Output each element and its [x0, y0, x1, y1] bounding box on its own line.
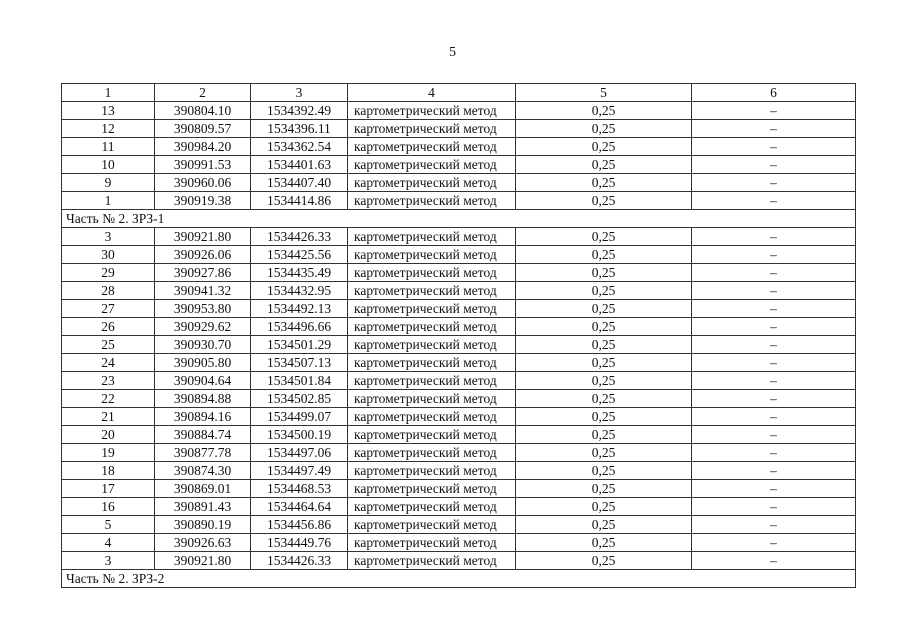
cell-method: картометрический метод: [348, 534, 516, 552]
cell-y: 1534401.63: [251, 156, 348, 174]
cell-x: 390869.01: [155, 480, 251, 498]
table-row: [62, 372, 856, 390]
cell-y: 1534468.53: [251, 480, 348, 498]
cell-point-number: 29: [62, 264, 155, 282]
cell-accuracy: 0,25: [516, 246, 692, 264]
cell-accuracy: 0,25: [516, 372, 692, 390]
table-row: [62, 138, 856, 156]
cell-note: –: [692, 444, 856, 462]
cell-accuracy: 0,25: [516, 264, 692, 282]
cell-note: –: [692, 282, 856, 300]
cell-point-number: 24: [62, 354, 155, 372]
cell-method: картометрический метод: [348, 174, 516, 192]
header-cell-x: 2: [155, 84, 251, 102]
cell-point-number: 9: [62, 174, 155, 192]
cell-note: –: [692, 480, 856, 498]
cell-x: 390960.06: [155, 174, 251, 192]
cell-method: картометрический метод: [348, 138, 516, 156]
cell-point-number: 3: [62, 228, 155, 246]
cell-y: 1534449.76: [251, 534, 348, 552]
cell-note: –: [692, 102, 856, 120]
cell-accuracy: 0,25: [516, 408, 692, 426]
section-header-row: [62, 570, 856, 588]
cell-point-number: 20: [62, 426, 155, 444]
cell-method: картометрический метод: [348, 120, 516, 138]
cell-note: –: [692, 534, 856, 552]
cell-method: картометрический метод: [348, 462, 516, 480]
cell-accuracy: 0,25: [516, 498, 692, 516]
cell-x: 390891.43: [155, 498, 251, 516]
cell-note: –: [692, 336, 856, 354]
table-row: [62, 300, 856, 318]
table-row: [62, 498, 856, 516]
cell-note: –: [692, 426, 856, 444]
cell-note: –: [692, 120, 856, 138]
cell-y: 1534414.86: [251, 192, 348, 210]
table-row: [62, 336, 856, 354]
cell-x: 390926.06: [155, 246, 251, 264]
table-row: [62, 156, 856, 174]
cell-method: картометрический метод: [348, 246, 516, 264]
cell-note: –: [692, 156, 856, 174]
section-title: Часть № 2. ЗРЗ-2: [62, 570, 856, 588]
cell-y: 1534426.33: [251, 552, 348, 570]
cell-y: 1534426.33: [251, 228, 348, 246]
cell-accuracy: 0,25: [516, 228, 692, 246]
cell-method: картометрический метод: [348, 498, 516, 516]
cell-x: 390930.70: [155, 336, 251, 354]
cell-method: картометрический метод: [348, 264, 516, 282]
cell-x: 390904.64: [155, 372, 251, 390]
cell-note: –: [692, 228, 856, 246]
table-row: [62, 120, 856, 138]
table-row: [62, 426, 856, 444]
cell-point-number: 16: [62, 498, 155, 516]
cell-y: 1534501.84: [251, 372, 348, 390]
cell-method: картометрический метод: [348, 354, 516, 372]
cell-y: 1534496.66: [251, 318, 348, 336]
cell-accuracy: 0,25: [516, 300, 692, 318]
cell-y: 1534407.40: [251, 174, 348, 192]
cell-method: картометрический метод: [348, 318, 516, 336]
coordinates-table-body: [62, 84, 856, 588]
cell-point-number: 30: [62, 246, 155, 264]
cell-y: 1534501.29: [251, 336, 348, 354]
cell-note: –: [692, 192, 856, 210]
cell-note: –: [692, 462, 856, 480]
table-header-row: [62, 84, 856, 102]
cell-x: 390894.16: [155, 408, 251, 426]
cell-y: 1534497.49: [251, 462, 348, 480]
header-cell-accuracy: 5: [516, 84, 692, 102]
cell-point-number: 4: [62, 534, 155, 552]
cell-y: 1534432.95: [251, 282, 348, 300]
table-row: [62, 228, 856, 246]
section-header-row: [62, 210, 856, 228]
header-cell-point-number: 1: [62, 84, 155, 102]
cell-point-number: 11: [62, 138, 155, 156]
cell-y: 1534456.86: [251, 516, 348, 534]
cell-x: 390894.88: [155, 390, 251, 408]
cell-method: картометрический метод: [348, 552, 516, 570]
table-row: [62, 534, 856, 552]
cell-note: –: [692, 318, 856, 336]
table-row: [62, 318, 856, 336]
cell-point-number: 25: [62, 336, 155, 354]
cell-point-number: 17: [62, 480, 155, 498]
cell-point-number: 10: [62, 156, 155, 174]
cell-x: 390991.53: [155, 156, 251, 174]
cell-accuracy: 0,25: [516, 462, 692, 480]
cell-accuracy: 0,25: [516, 174, 692, 192]
table-row: [62, 264, 856, 282]
header-cell-method: 4: [348, 84, 516, 102]
cell-x: 390905.80: [155, 354, 251, 372]
cell-point-number: 23: [62, 372, 155, 390]
cell-point-number: 3: [62, 552, 155, 570]
cell-x: 390926.63: [155, 534, 251, 552]
table-row: [62, 192, 856, 210]
cell-note: –: [692, 516, 856, 534]
cell-accuracy: 0,25: [516, 192, 692, 210]
cell-method: картометрический метод: [348, 228, 516, 246]
cell-accuracy: 0,25: [516, 138, 692, 156]
cell-note: –: [692, 138, 856, 156]
cell-x: 390884.74: [155, 426, 251, 444]
cell-x: 390984.20: [155, 138, 251, 156]
cell-note: –: [692, 264, 856, 282]
cell-y: 1534425.56: [251, 246, 348, 264]
cell-method: картометрический метод: [348, 282, 516, 300]
table-row: [62, 390, 856, 408]
cell-point-number: 5: [62, 516, 155, 534]
cell-y: 1534392.49: [251, 102, 348, 120]
cell-method: картометрический метод: [348, 516, 516, 534]
cell-x: 390877.78: [155, 444, 251, 462]
cell-method: картометрический метод: [348, 156, 516, 174]
table-row: [62, 552, 856, 570]
cell-x: 390890.19: [155, 516, 251, 534]
table-row: [62, 516, 856, 534]
cell-note: –: [692, 552, 856, 570]
cell-method: картометрический метод: [348, 480, 516, 498]
cell-note: –: [692, 174, 856, 192]
cell-y: 1534500.19: [251, 426, 348, 444]
cell-y: 1534464.64: [251, 498, 348, 516]
cell-note: –: [692, 498, 856, 516]
cell-point-number: 28: [62, 282, 155, 300]
cell-accuracy: 0,25: [516, 102, 692, 120]
table-row: [62, 444, 856, 462]
table-row: [62, 354, 856, 372]
coordinates-table: [61, 83, 856, 588]
cell-x: 390809.57: [155, 120, 251, 138]
cell-point-number: 18: [62, 462, 155, 480]
cell-x: 390927.86: [155, 264, 251, 282]
cell-note: –: [692, 354, 856, 372]
cell-method: картометрический метод: [348, 444, 516, 462]
cell-x: 390953.80: [155, 300, 251, 318]
cell-accuracy: 0,25: [516, 480, 692, 498]
cell-accuracy: 0,25: [516, 156, 692, 174]
cell-point-number: 19: [62, 444, 155, 462]
table-row: [62, 408, 856, 426]
cell-x: 390929.62: [155, 318, 251, 336]
table-row: [62, 174, 856, 192]
table-row: [62, 246, 856, 264]
cell-point-number: 26: [62, 318, 155, 336]
cell-x: 390919.38: [155, 192, 251, 210]
cell-accuracy: 0,25: [516, 318, 692, 336]
table-row: [62, 480, 856, 498]
cell-accuracy: 0,25: [516, 120, 692, 138]
cell-x: 390941.32: [155, 282, 251, 300]
cell-method: картометрический метод: [348, 390, 516, 408]
cell-point-number: 1: [62, 192, 155, 210]
cell-point-number: 13: [62, 102, 155, 120]
cell-y: 1534502.85: [251, 390, 348, 408]
cell-note: –: [692, 300, 856, 318]
cell-note: –: [692, 372, 856, 390]
header-cell-note: 6: [692, 84, 856, 102]
page-number: 5: [449, 45, 456, 60]
cell-y: 1534362.54: [251, 138, 348, 156]
cell-accuracy: 0,25: [516, 534, 692, 552]
cell-note: –: [692, 246, 856, 264]
cell-point-number: 27: [62, 300, 155, 318]
cell-accuracy: 0,25: [516, 282, 692, 300]
cell-note: –: [692, 390, 856, 408]
cell-y: 1534396.11: [251, 120, 348, 138]
cell-note: –: [692, 408, 856, 426]
cell-y: 1534497.06: [251, 444, 348, 462]
cell-method: картометрический метод: [348, 372, 516, 390]
cell-method: картометрический метод: [348, 336, 516, 354]
cell-x: 390921.80: [155, 552, 251, 570]
cell-accuracy: 0,25: [516, 426, 692, 444]
cell-y: 1534499.07: [251, 408, 348, 426]
cell-y: 1534507.13: [251, 354, 348, 372]
cell-accuracy: 0,25: [516, 444, 692, 462]
section-title: Часть № 2. ЗРЗ-1: [62, 210, 856, 228]
table-row: [62, 102, 856, 120]
table-row: [62, 282, 856, 300]
cell-x: 390804.10: [155, 102, 251, 120]
cell-method: картометрический метод: [348, 408, 516, 426]
table-row: [62, 462, 856, 480]
cell-method: картометрический метод: [348, 192, 516, 210]
cell-point-number: 22: [62, 390, 155, 408]
cell-accuracy: 0,25: [516, 390, 692, 408]
header-cell-y: 3: [251, 84, 348, 102]
cell-accuracy: 0,25: [516, 354, 692, 372]
cell-y: 1534492.13: [251, 300, 348, 318]
cell-method: картометрический метод: [348, 102, 516, 120]
cell-accuracy: 0,25: [516, 552, 692, 570]
cell-point-number: 21: [62, 408, 155, 426]
cell-method: картометрический метод: [348, 426, 516, 444]
cell-x: 390921.80: [155, 228, 251, 246]
cell-y: 1534435.49: [251, 264, 348, 282]
cell-x: 390874.30: [155, 462, 251, 480]
cell-accuracy: 0,25: [516, 336, 692, 354]
cell-point-number: 12: [62, 120, 155, 138]
cell-accuracy: 0,25: [516, 516, 692, 534]
cell-method: картометрический метод: [348, 300, 516, 318]
